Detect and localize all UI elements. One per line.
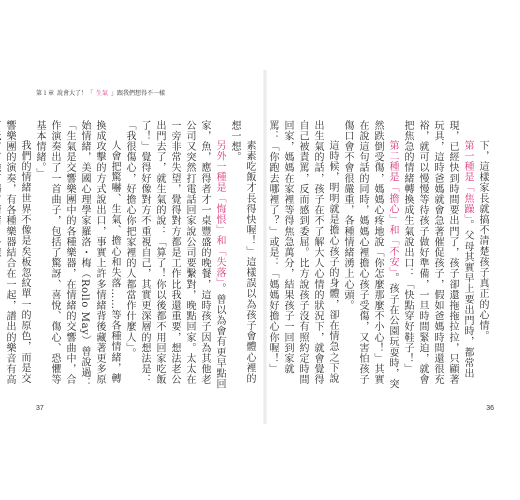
right-page-body bbox=[267, 120, 490, 390]
paragraph: 我們的情緒世界不像是矣板忽紋單一的原色，而是交響樂團的演奏，有各種樂器結合在一起，譜出的樂音有高 bbox=[4, 120, 30, 385]
page-number-right: 36 bbox=[486, 405, 494, 412]
left-page-body bbox=[4, 120, 257, 390]
paragraph: 素素吃飯才長得快喔！」這樣誤以為孩子會體心裡的想一想。 bbox=[229, 120, 255, 384]
right-page bbox=[265, 70, 496, 424]
paragraph: 這時候，明明就是擔心孩子的身體，卻在情急之下說出生氣的話，孩子在不了解大人心情的狀況下，就會覺得自己被責罵，反而感到委屈。比方說孩子沒有照約定時間回家，媽媽在家裡等得焦急萬分，結果孩子一回到家就罵：「你跑去哪裡了？」或是：「媽媽好擔心你喔！」 bbox=[267, 120, 338, 385]
paragraph: 人會把驚嚇、生氣、擔心和失落……等各種情緒，轉換成攻擊的方式說出口，事實上許多情緒背後藏著更多原始情緒，美國心理學家羅洛・梅（Rollo May）曾說過：「生氣是交響樂團中的各種樂器，在情緒的交響曲中，合作演奏出了一首曲子，包括了驚訝、喜悅、傷心、恐懼等基本情緒。」 bbox=[34, 120, 120, 389]
chapter-title-highlight: 生氣 bbox=[96, 90, 109, 97]
highlight-phrase: 第一種是「焦躁」 bbox=[462, 140, 473, 220]
chapter-label: 第１章 bbox=[36, 90, 55, 97]
paragraph: 第一種是「焦躁」。父母其實早上要出門時，都常出現，已經快到時間要出門了，孩子卻還拖拖拉拉，只顧著玩具，這時爸媽就會急著催促孩子，假如爸媽時間還很充裕，就可以慢慢等待孩子做好準備，一旦時間緊迫，就會把焦急的情緒轉換成生氣說出口：「快點穿好鞋子！」 bbox=[402, 120, 473, 385]
chapter-title-suffix: 」跟我們想得不一樣 bbox=[111, 90, 166, 97]
running-header bbox=[36, 88, 236, 97]
paragraph: 另外一種是「悔恨」和「失落」。曾以為會有更早點回家，魚，應得者才一桌豐盛的晚餐，這時孩子因為其他老公司又突然打電話回家說公司要繫對，晚點回家。太太在一旁非常失望，覺得對方都是工作比我還重要，想法老公出門去了，就生氣的說：「算了！你以後都不用回家吃飯了！」覺得好像對方不重視自己，其實更深層的想法是：「我很傷心，好擔心你把家裡的人都當作什麼人」。 bbox=[124, 120, 225, 390]
page-number-left: 37 bbox=[36, 405, 44, 412]
highlight-phrase: 第二種是「擔心」和「不安」 bbox=[387, 140, 398, 273]
left-page bbox=[4, 70, 265, 424]
chapter-title-prefix: 說會大了！「 bbox=[57, 90, 94, 97]
paragraph: 第二種是「擔心」和「不安」。孩子在公園玩耍時，突然跌倒受傷，媽媽心疼地說「你怎麼那麼不小心！」其實在說這句話的同時，媽媽心裡擔心孩子受傷，又害怕孩子傷口會不會很嚴重，各種情緒湧上心頭。 bbox=[342, 120, 398, 390]
paragraph: 下，這樣家長就搞不清楚孩子真正的心情。 bbox=[477, 140, 488, 342]
book-spread bbox=[4, 70, 496, 424]
highlight-phrase: 另外一種是「悔恨」和「失落」 bbox=[214, 140, 225, 284]
